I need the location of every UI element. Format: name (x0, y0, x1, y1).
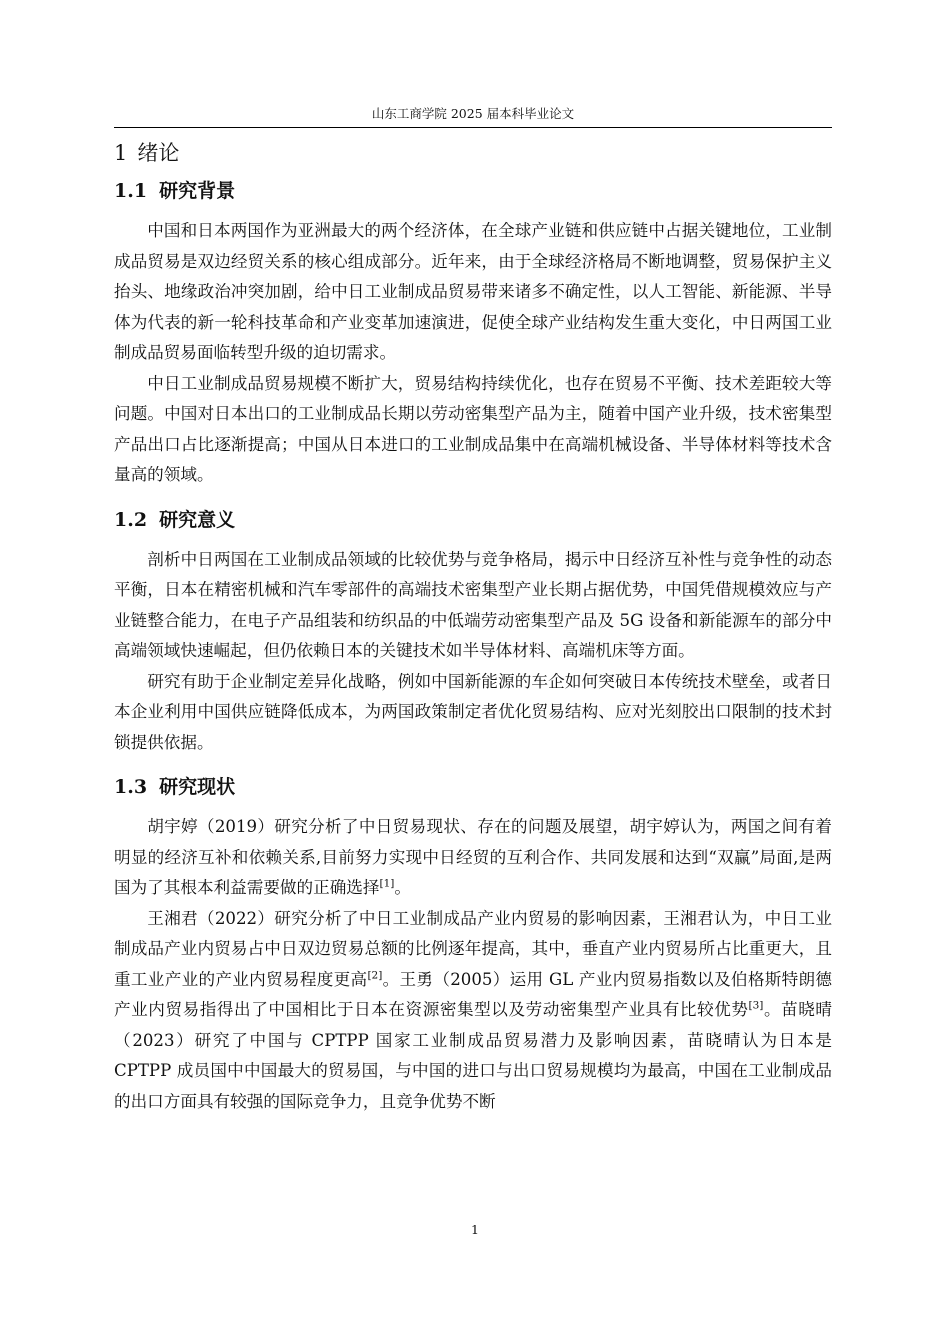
header-rule (114, 127, 832, 128)
paragraph: 剖析中日两国在工业制成品领域的比较优势与竞争格局，揭示中日经济互补性与竞争性的动态平衡，日本在精密机械和汽车零部件的高端技术密集型产业长期占据优势，中国凭借规模效应与产业链整合能力，在电子产品组装和纺织品的中低端劳动密集型产品及 5G 设备和新能源车的部分中高端领域快速崛起，但仍依赖日本的关键技术如半导体材料、高端机床等方面。 (114, 549, 832, 660)
section-heading-background (114, 178, 832, 204)
paragraph-text: 。苗晓晴（2023）研究了中国与 CPTPP 国家工业制成品贸易潜力及影响因素，苗晓晴认为日本是 CPTPP 成员国中中国最大的贸易国，与中国的进口与出口贸易规模均为最高，中国在工业制成品的出口方面具有较强的国际竞争力，且竞争优势不断 (114, 1000, 833, 1111)
paragraph: 中日工业制成品贸易规模不断扩大，贸易结构持续优化，也存在贸易不平衡、技术差距较大等问题。中国对日本出口的工业制成品长期以劳动密集型产品为主，随着中国产业升级，技术密集型产品出口占比逐渐提高；中国从日本进口的工业制成品集中在高端机械设备、半导体材料等技术含量高的领域。 (114, 373, 832, 484)
citation-ref[interactable]: [2] (367, 968, 383, 981)
section-heading-status (114, 774, 832, 800)
citation-ref[interactable]: [1] (379, 877, 395, 890)
section-number: 1.1 (114, 180, 148, 202)
section-title: 研究意义 (159, 508, 236, 531)
page-number: 1 (471, 1222, 479, 1237)
section-number: 1.3 (114, 776, 148, 798)
paragraph-text: 胡宇婷（2019）研究分析了中日贸易现状、存在的问题及展望，胡宇婷认为，两国之间有着明显的经济互补和依赖关系,目前努力实现中日经贸的互利合作、共同发展和达到“双赢”局面,是两国为了其根本利益需要做的正确选择 (114, 817, 832, 897)
chapter-number: 1 (114, 141, 128, 165)
paragraph-text: 。 (394, 878, 411, 897)
paragraph: 中国和日本两国作为亚洲最大的两个经济体，在全球产业链和供应链中占据关键地位，工业制成品贸易是双边经贸关系的核心组成部分。近年来，由于全球经济格局不断地调整，贸易保护主义抬头、地缘政治冲突加剧，给中日工业制成品贸易带来诸多不确定性，以人工智能、新能源、半导体为代表的新一轮科技革命和产业变革加速演进，促使全球产业结构发生重大变化，中日两国工业制成品贸易面临转型升级的迫切需求。 (114, 221, 832, 362)
section-title: 研究背景 (159, 180, 236, 202)
section-number: 1.2 (114, 508, 148, 531)
paragraph-text: 王湘君（2022）研究分析了中日工业制成品产业内贸易的影响因素，王湘君认为，中日工业制成品产业内贸易占中日双边贸易总额的比例逐年提高，其中，垂直产业内贸易所占比重更大，且重工业产业的产业内贸易程度更高 (114, 908, 832, 989)
chapter-title: 绪论 (137, 141, 180, 165)
section-title: 研究现状 (159, 776, 236, 798)
citation-ref[interactable]: [3] (748, 999, 764, 1012)
paragraph (114, 904, 832, 1118)
paragraph (114, 812, 832, 904)
paragraph: 研究有助于企业制定差异化战略，例如中国新能源的车企如何突破日本传统技术壁垒，或者日本企业利用中国供应链降低成本，为两国政策制定者优化贸易结构、应对光刻胶出口限制的技术封锁提供依据。 (114, 671, 832, 752)
page-body (114, 138, 832, 1117)
chapter-heading (114, 138, 832, 168)
running-header: 山东工商学院 2025 届本科毕业论文 (371, 106, 575, 121)
section-heading-significance (114, 507, 832, 533)
paragraph-text: 。王勇（2005）运用 GL 产业内贸易指数以及伯格斯特朗德产业内贸易指得出了中国相比于日本在资源密集型以及劳动密集型产业具有比较优势 (114, 969, 833, 1019)
